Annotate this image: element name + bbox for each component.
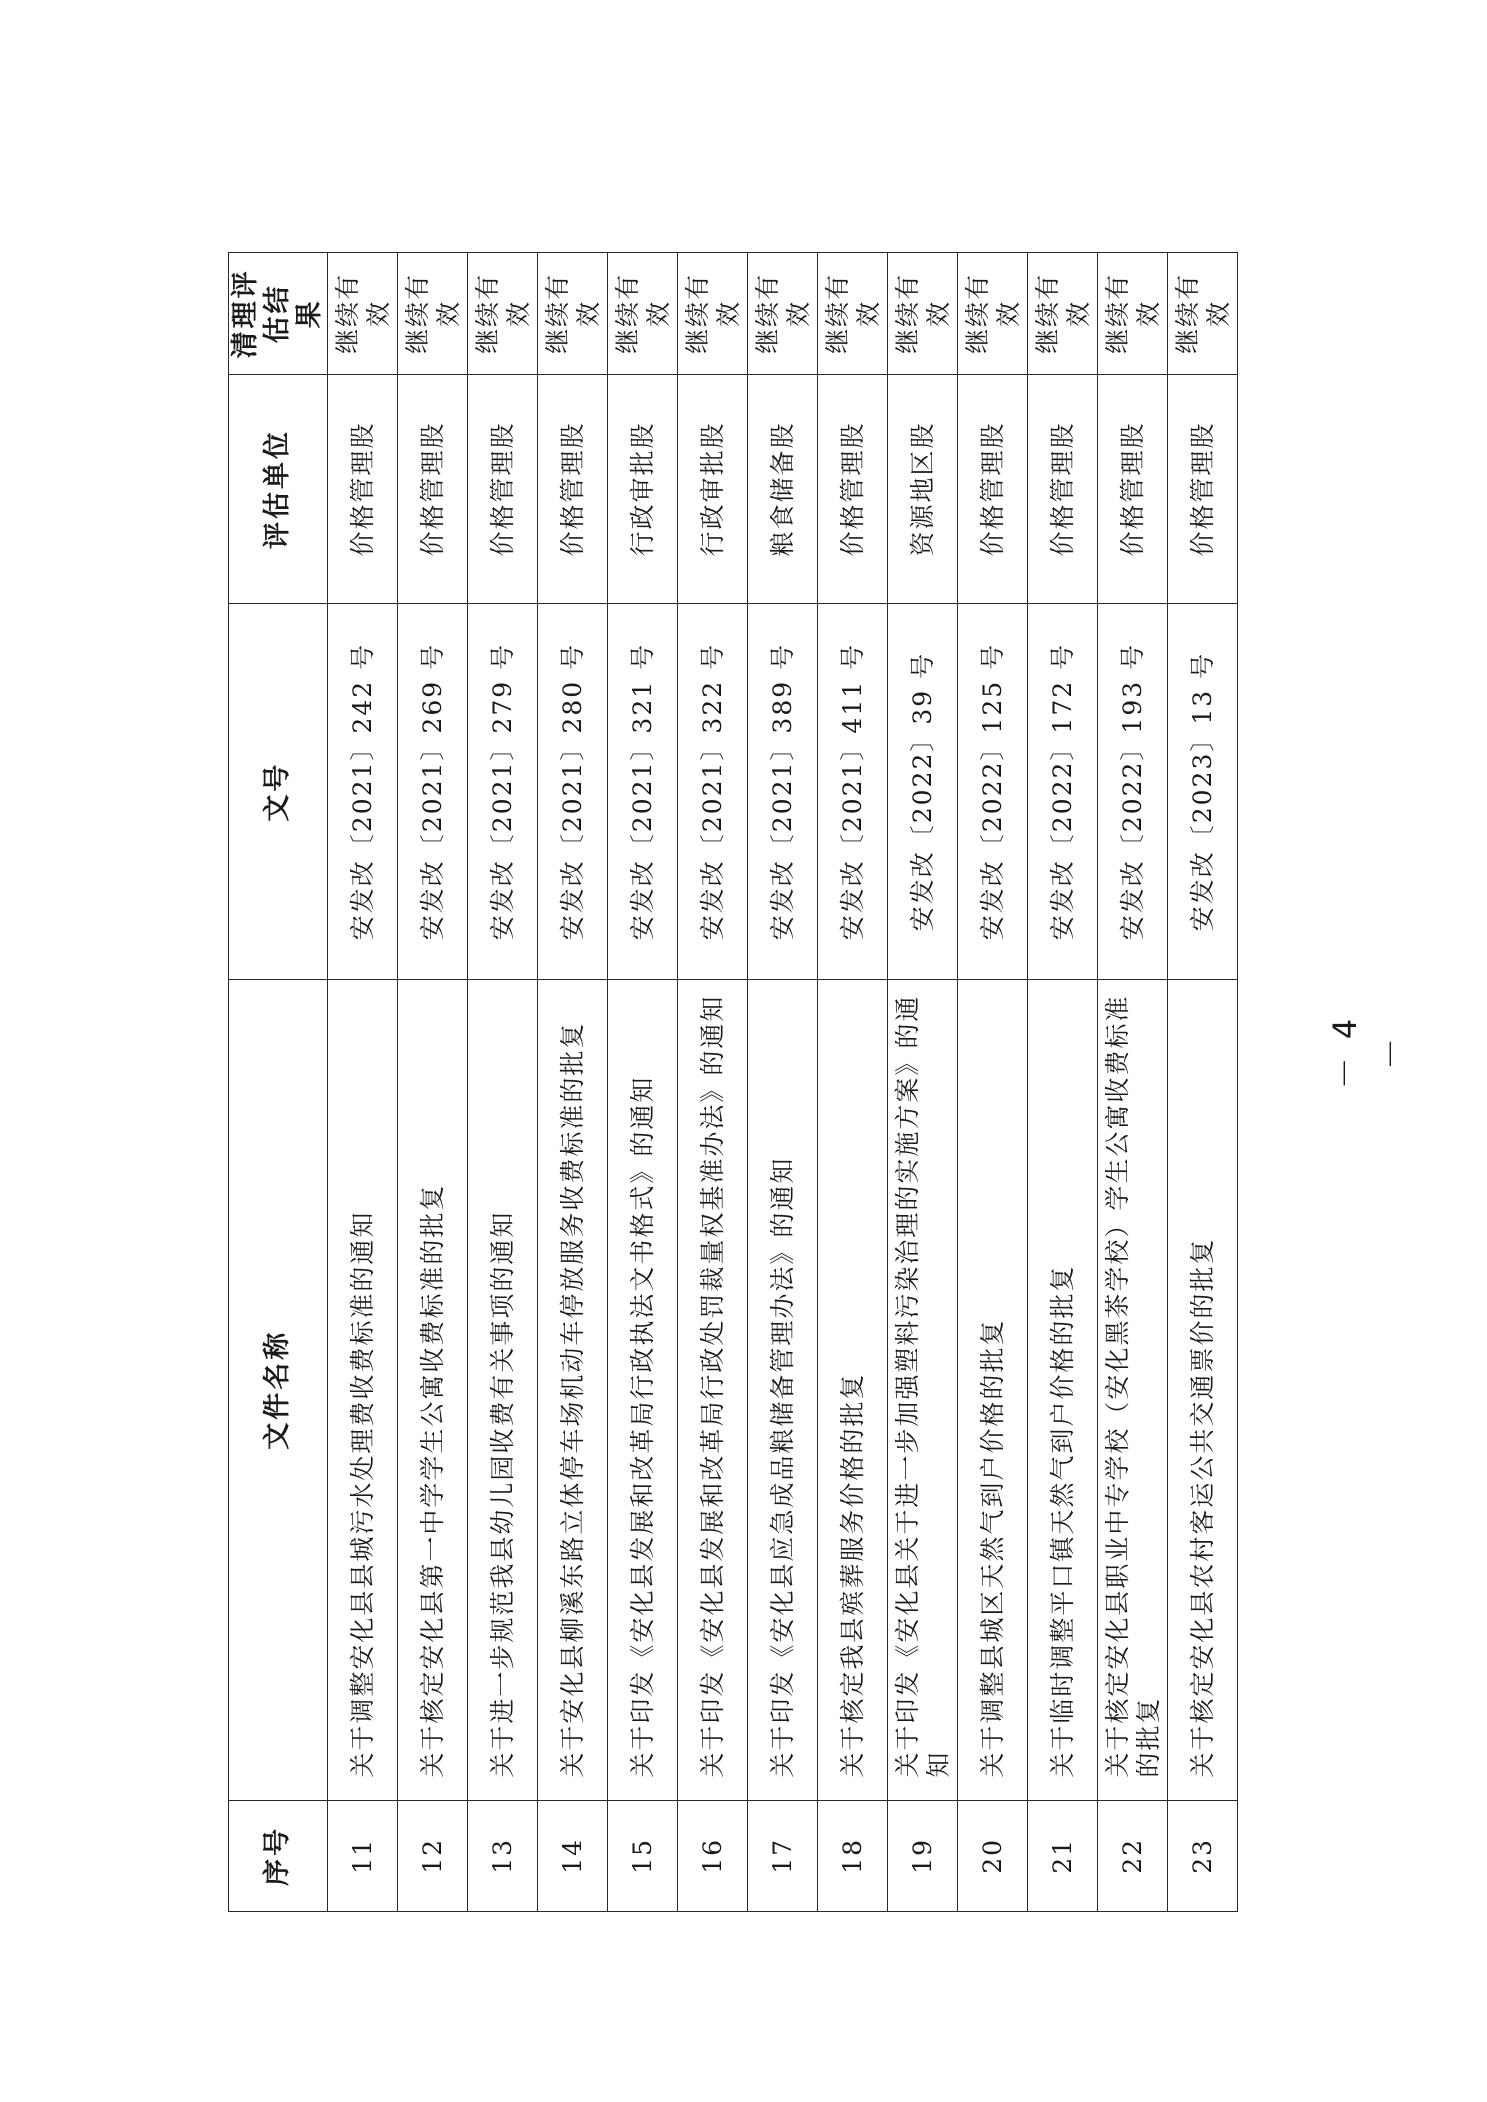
cell-result: 继续有效 — [888, 253, 958, 375]
table-header-row — [229, 253, 328, 1912]
cell-seq: 23 — [1168, 1800, 1238, 1911]
cell-unit: 粮食储备股 — [748, 374, 818, 604]
table-row — [328, 253, 398, 1912]
cell-doc-no: 安发改〔2022〕125 号 — [958, 604, 1028, 979]
cell-seq: 15 — [608, 1800, 678, 1911]
cell-name: 关于调整安化县县城污水处理费收费标准的通知 — [328, 979, 398, 1800]
cell-unit: 价格管理股 — [538, 374, 608, 604]
cell-result: 继续有效 — [468, 253, 538, 375]
cell-name: 关于安化县柳溪东路立体停车场机动车停放服务收费标准的批复 — [538, 979, 608, 1800]
table-row — [818, 253, 888, 1912]
cell-name: 关于核定安化县第一中学学生公寓收费标准的批复 — [398, 979, 468, 1800]
cell-seq: 11 — [328, 1800, 398, 1911]
cell-seq: 12 — [398, 1800, 468, 1911]
cell-unit: 价格管理股 — [818, 374, 888, 604]
cell-name: 关于印发《安化县发展和改革局行政处罚裁量权基准办法》的通知 — [678, 979, 748, 1800]
cell-doc-no: 安发改〔2021〕322 号 — [678, 604, 748, 979]
header-seq: 序号 — [229, 1800, 328, 1911]
table-row — [958, 253, 1028, 1912]
cell-doc-no: 安发改〔2021〕280 号 — [538, 604, 608, 979]
cell-unit: 价格管理股 — [958, 374, 1028, 604]
cell-seq: 22 — [1098, 1800, 1168, 1911]
cell-doc-no: 安发改〔2021〕242 号 — [328, 604, 398, 979]
cell-name: 关于核定安化县职业中专学校（安化黑茶学校）学生公寓收费标准的批复 — [1098, 979, 1168, 1800]
cell-result: 继续有效 — [818, 253, 888, 375]
cell-name: 关于调整县城区天然气到户价格的批复 — [958, 979, 1028, 1800]
cell-doc-no: 安发改〔2021〕321 号 — [608, 604, 678, 979]
cell-result: 继续有效 — [398, 253, 468, 375]
cell-name: 关于进一步规范我县幼儿园收费有关事项的通知 — [468, 979, 538, 1800]
cell-unit: 价格管理股 — [328, 374, 398, 604]
cell-doc-no: 安发改〔2021〕269 号 — [398, 604, 468, 979]
cell-unit: 价格管理股 — [398, 374, 468, 604]
cell-result: 继续有效 — [608, 253, 678, 375]
cell-unit: 行政审批股 — [608, 374, 678, 604]
table-row — [538, 253, 608, 1912]
cell-seq: 21 — [1028, 1800, 1098, 1911]
document-table — [228, 252, 1238, 1912]
header-doc-no: 文号 — [229, 604, 328, 979]
header-result: 清理评估结 果 — [229, 253, 328, 375]
cell-unit: 资源地区股 — [888, 374, 958, 604]
cell-seq: 17 — [748, 1800, 818, 1911]
table-row — [468, 253, 538, 1912]
cell-doc-no: 安发改〔2022〕39 号 — [888, 604, 958, 979]
cell-name: 关于印发《安化县应急成品粮储备管理办法》的通知 — [748, 979, 818, 1800]
cell-doc-no: 安发改〔2022〕172 号 — [1028, 604, 1098, 979]
table-row — [1028, 253, 1098, 1912]
cell-name: 关于印发《安化县发展和改革局行政执法文书格式》的通知 — [608, 979, 678, 1800]
cell-unit: 价格管理股 — [468, 374, 538, 604]
cell-doc-no: 安发改〔2023〕13 号 — [1168, 604, 1238, 979]
table-body — [328, 253, 1238, 1912]
cell-seq: 16 — [678, 1800, 748, 1911]
cell-seq: 13 — [468, 1800, 538, 1911]
cell-unit: 价格管理股 — [1028, 374, 1098, 604]
cell-seq: 14 — [538, 1800, 608, 1911]
header-name: 文件名称 — [229, 979, 328, 1800]
cell-result: 继续有效 — [1168, 253, 1238, 375]
cell-result: 继续有效 — [1028, 253, 1098, 375]
cell-unit: 价格管理股 — [1168, 374, 1238, 604]
cell-doc-no: 安发改〔2021〕389 号 — [748, 604, 818, 979]
cell-doc-no: 安发改〔2021〕279 号 — [468, 604, 538, 979]
header-unit: 评估单位 — [229, 374, 328, 604]
page-number: － 4 － — [1326, 1014, 1410, 1090]
cell-result: 继续有效 — [748, 253, 818, 375]
cell-seq: 19 — [888, 1800, 958, 1911]
cell-result: 继续有效 — [958, 253, 1028, 375]
cell-result: 继续有效 — [1098, 253, 1168, 375]
cell-seq: 20 — [958, 1800, 1028, 1911]
cell-result: 继续有效 — [328, 253, 398, 375]
table-row — [1098, 253, 1168, 1912]
cell-name: 关于临时调整平口镇天然气到户价格的批复 — [1028, 979, 1098, 1800]
cell-result: 继续有效 — [538, 253, 608, 375]
table-row — [888, 253, 958, 1912]
table-row — [608, 253, 678, 1912]
table-row — [398, 253, 468, 1912]
cell-result: 继续有效 — [678, 253, 748, 375]
cell-unit: 行政审批股 — [678, 374, 748, 604]
cell-seq: 18 — [818, 1800, 888, 1911]
cell-name: 关于印发《安化县关于进一步加强塑料污染治理的实施方案》的通知 — [888, 979, 958, 1800]
table-row — [678, 253, 748, 1912]
cell-doc-no: 安发改〔2021〕411 号 — [818, 604, 888, 979]
cell-name: 关于核定安化县农村客运公共交通票价的批复 — [1168, 979, 1238, 1800]
table-row — [1168, 253, 1238, 1912]
cell-doc-no: 安发改〔2022〕193 号 — [1098, 604, 1168, 979]
cell-unit: 价格管理股 — [1098, 374, 1168, 604]
table-row — [748, 253, 818, 1912]
cell-name: 关于核定我县殡葬服务价格的批复 — [818, 979, 888, 1800]
